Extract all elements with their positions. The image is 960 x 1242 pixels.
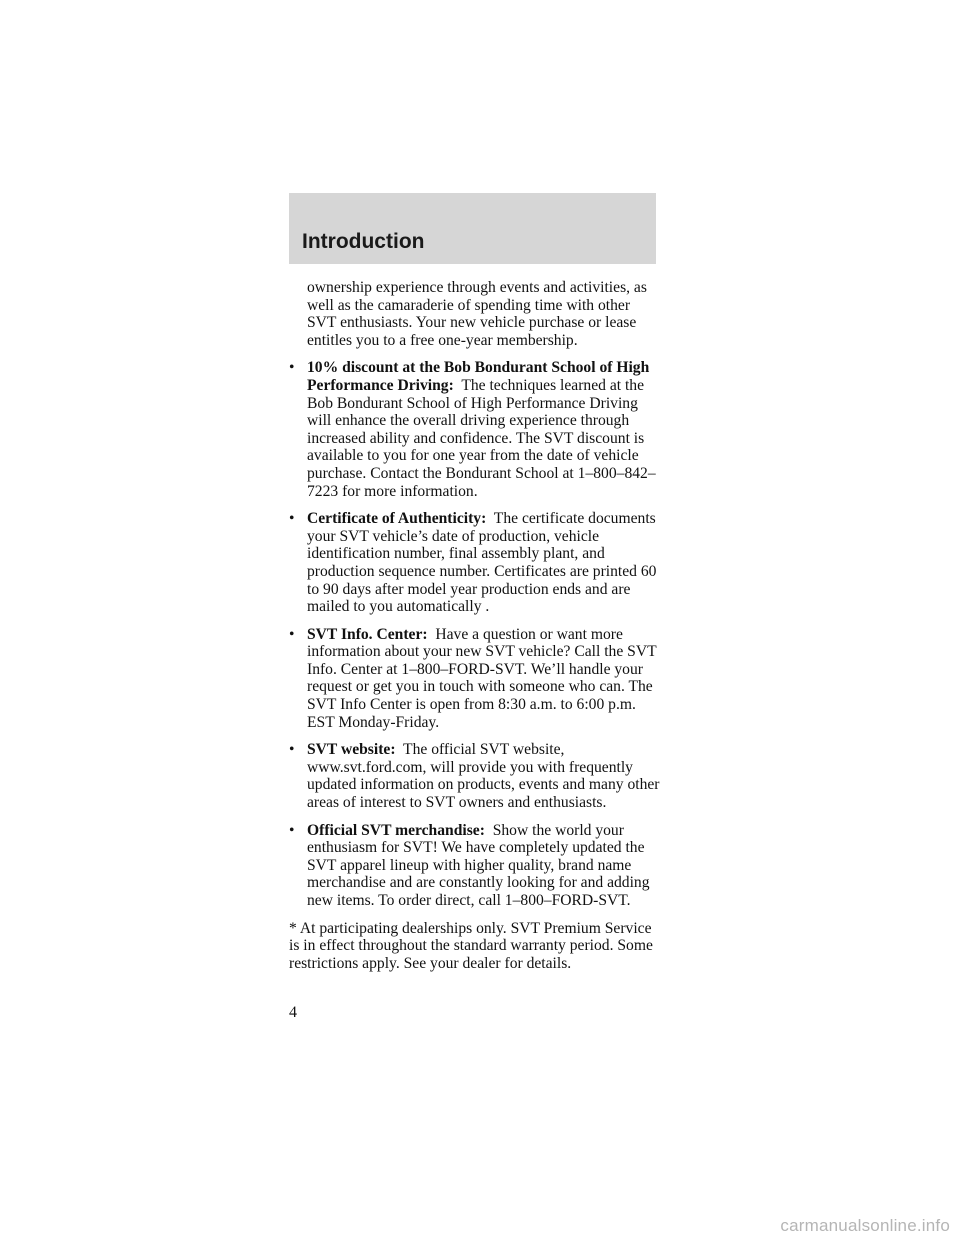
bullet-label: Certificate of Authenticity: xyxy=(307,510,491,528)
bullet-icon: • xyxy=(289,359,295,377)
bullet-item-website xyxy=(289,741,661,811)
watermark: carmanualsonline.info xyxy=(780,1216,950,1235)
bullet-item-certificate xyxy=(289,510,661,616)
bullet-text: The certificate documents your SVT vehicle’s date of production, vehicle identification number, final assembly plant, and production sequence number. Certificates are printed 60 to 90 days after model year production ends and are mailed to you automatically . xyxy=(307,510,657,616)
page-content xyxy=(289,279,661,972)
bullet-icon: • xyxy=(289,625,295,643)
footnote: * At participating dealerships only. SVT Premium Service is in effect throughout the standard warranty period. Some restrictions apply. See your dealer for details. xyxy=(289,919,653,972)
bullet-item-bondurant xyxy=(289,359,661,500)
bullet-text: Show the world your enthusiasm for SVT! We have completely updated the SVT apparel lineup with higher quality, brand name merchandise and are constantly looking for and adding new items. To order direct, call 1–800–FORD-SVT. xyxy=(307,821,650,909)
bullet-item-merchandise xyxy=(289,822,661,910)
bullet-text: Have a question or want more information about your new SVT vehicle? Call the SVT Info. Center at 1–800–FORD-SVT. We’ll handle your request or get you in touch with someone who can. The SVT Info Center is open from 8:30 a.m. to 6:00 p.m. EST Monday-Friday. xyxy=(307,625,657,731)
bullet-item-info-center xyxy=(289,626,661,732)
page-number: 4 xyxy=(289,1004,297,1021)
bullet-icon: • xyxy=(289,510,295,528)
bullet-label: SVT website: xyxy=(307,741,400,759)
bullet-text: The techniques learned at the Bob Bondurant School of High Performance Driving will enhance the overall driving experience through increased ability and confidence. The SVT discount is available to you for one year from the date of vehicle purchase. Contact the Bondurant School at 1–800–842–7223 for more information. xyxy=(307,376,656,500)
bullet-text: The official SVT website, www.svt.ford.com, will provide you with frequently updated information on products, events and many other areas of interest to SVT owners and enthusiasts. xyxy=(307,741,660,812)
section-header-band xyxy=(289,193,656,264)
intro-continuation-paragraph: ownership experience through events and activities, as well as the camaraderie of spending time with other SVT enthusiasts. Your new vehicle purchase or lease entitles you to a free one-year membership. xyxy=(307,279,647,349)
bullet-label: SVT Info. Center: xyxy=(307,625,432,643)
bullet-icon: • xyxy=(289,741,295,759)
bullet-label: Official SVT merchandise: xyxy=(307,821,489,839)
bullet-icon: • xyxy=(289,821,295,839)
bullet-label: 10% discount at the Bob Bondurant School of High Performance Driving: xyxy=(307,359,650,394)
section-title: Introduction xyxy=(302,230,425,253)
